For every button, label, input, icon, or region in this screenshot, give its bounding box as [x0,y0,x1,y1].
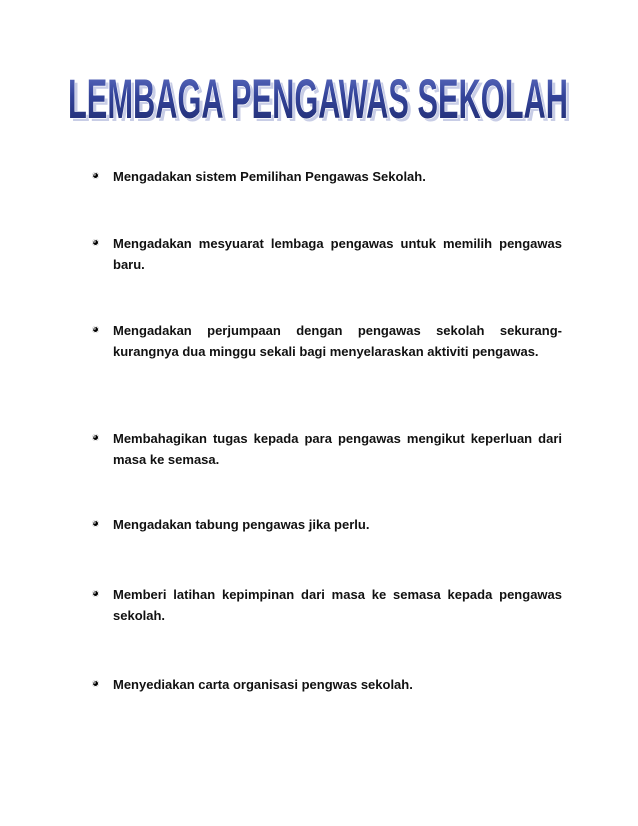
list-item-text: Menyediakan carta organisasi pengwas sekolah. [113,677,413,692]
bullet-icon [92,590,99,597]
list-item-text: Mengadakan tabung pengawas jika perlu. [113,517,370,532]
list-item [92,674,562,695]
list-item-text: Mengadakan sistem Pemilihan Pengawas Sekolah. [113,169,426,184]
bullet-icon [92,680,99,687]
title-text: LEMBAGA PENGAWAS SEKOLAH [68,70,568,130]
bullet-icon [92,520,99,527]
list-item [92,428,562,470]
bullet-icon [92,434,99,441]
title-wordart [0,70,638,132]
list-item [92,320,562,362]
list-item-text: Membahagikan tugas kepada para pengawas mengikut keperluan dari masa ke semasa. [113,431,562,467]
list-item [92,514,562,535]
list-item-text: Mengadakan perjumpaan dengan pengawas sekolah sekurang-kurangnya dua minggu sekali bagi menyelaraskan aktiviti pengawas. [113,323,562,359]
list-item [92,584,562,626]
title-shadow-text: LEMBAGA PENGAWAS SEKOLAH [71,70,571,132]
page-title [0,70,638,132]
list-item [92,233,562,275]
list-item-text: Mengadakan mesyuarat lembaga pengawas untuk memilih pengawas baru. [113,236,562,272]
bullet-icon [92,239,99,246]
bullet-icon [92,326,99,333]
list-item-text: Memberi latihan kepimpinan dari masa ke semasa kepada pengawas sekolah. [113,587,562,623]
list-item [92,166,562,187]
bullet-icon [92,172,99,179]
